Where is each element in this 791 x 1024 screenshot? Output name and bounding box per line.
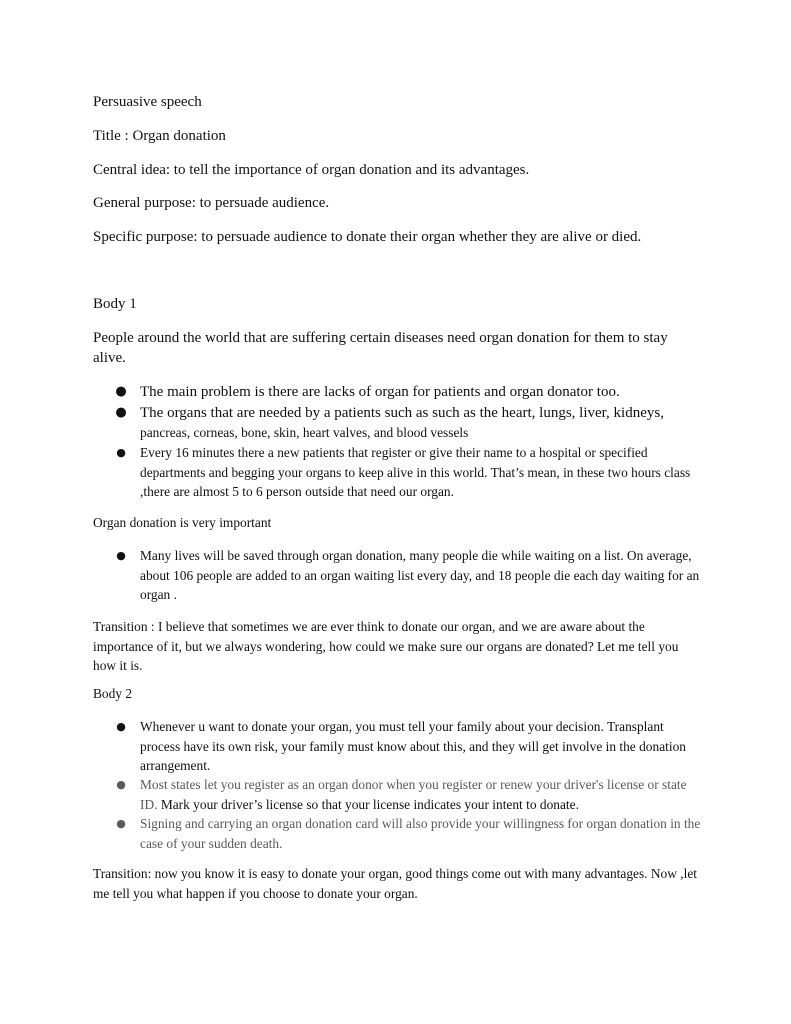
- list-item-text: Many lives will be saved through organ donation, many people die while waiting on a list. On average, about 106 people are added to an organ waiting list every day, and 18 people die each day waiting for an organ .: [140, 548, 700, 602]
- list-item: [115, 403, 705, 423]
- transition-1: Transition : I believe that sometimes we are ever think to donate our organ, and we are aware about the importance of it, but we always wondering, how could we make sure our organs are donated? Let me tell you how it is.: [93, 619, 679, 673]
- list-item: [116, 775, 705, 814]
- list-item-text: pancreas, corneas, bone, skin, heart valves, and blood vessels: [140, 425, 469, 440]
- list-item-text: Every 16 minutes there a new patients that register or give their name to a hospital or specified departments and begging your organs to keep alive in this world. That’s mean, in these two hours class ,there are almost 5 to 6 person outside that need our organ.: [140, 445, 691, 499]
- list-item-continuation: [140, 423, 705, 443]
- list-item: [116, 717, 705, 776]
- bullet-icon: ●: [115, 384, 127, 399]
- body1-intro: People around the world that are suffering certain diseases need organ donation for them to stay alive.: [93, 330, 668, 366]
- bullet-icon: ●: [116, 549, 126, 562]
- document-heading: Persuasive speech: [93, 94, 202, 110]
- general-purpose: General purpose: to persuade audience.: [93, 195, 330, 211]
- body1-subheading: Organ donation is very important: [93, 515, 272, 530]
- body2-label: Body 2: [93, 686, 133, 701]
- list-item-text: Whenever u want to donate your organ, you must tell your family about your decision. Transplant process have its own risk, your family must know about this, and they will get involve in the donation arrangement.: [140, 719, 686, 773]
- list-item: [116, 546, 705, 605]
- list-item-text: The organs that are needed by a patients such as such as the heart, lungs, liver, kidneys,: [140, 405, 664, 421]
- bullet-icon: ●: [116, 446, 126, 459]
- list-item-text: The main problem is there are lacks of organ for patients and organ donator too.: [140, 384, 620, 400]
- body1-label: Body 1: [93, 296, 137, 312]
- bullet-icon: ●: [116, 720, 126, 733]
- list-item: [116, 814, 705, 853]
- bullet-icon: ●: [116, 817, 126, 830]
- title-line: Title : Organ donation: [93, 128, 226, 144]
- bullet-icon: ●: [115, 405, 127, 420]
- list-item-text-dark: Mark your driver’s license so that your license indicates your intent to donate.: [160, 796, 579, 812]
- list-item: [116, 443, 705, 502]
- bullet-icon: ●: [116, 778, 126, 791]
- list-item: [115, 382, 705, 402]
- specific-purpose: Specific purpose: to persuade audience to donate their organ whether they are alive or died.: [93, 229, 642, 245]
- list-item-text-grey: Most states let you register as an organ donor when you register or renew your driver's license or state ID.: [140, 777, 687, 812]
- transition-2: Transition: now you know it is easy to donate your organ, good things come out with many advantages. Now ,let me tell you what happen if you choose to donate your organ.: [93, 866, 697, 901]
- central-idea: Central idea: to tell the importance of organ donation and its advantages.: [93, 162, 530, 178]
- list-item-text: Signing and carrying an organ donation card will also provide your willingness for organ donation in the case of your sudden death.: [140, 816, 701, 851]
